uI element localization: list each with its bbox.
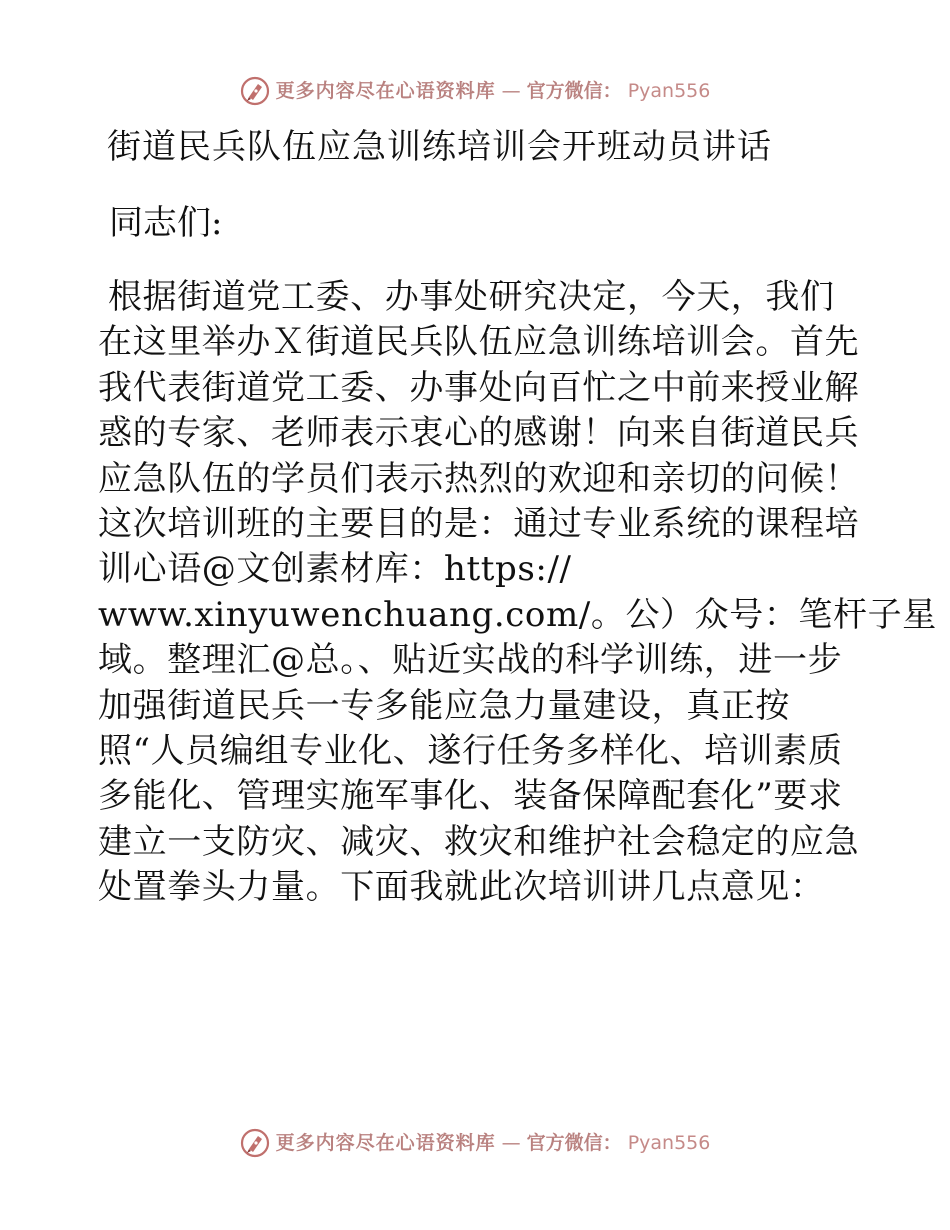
body-line: 建立一支防灾、减灾、救灾和维护社会稳定的应急	[98, 821, 860, 862]
body-line: 训心语@文创素材库：https://	[98, 549, 572, 590]
body-line: 多能化、管理实施军事化、装备保障配套化”要求	[98, 776, 843, 817]
body-line: 处置拳头力量。下面我就此次培训讲几点意见：	[98, 867, 825, 908]
body-line: 照“人员编组专业化、遂行任务多样化、培训素质	[98, 730, 843, 771]
banner-separator: —	[501, 1132, 521, 1154]
body-line: 加强街道民兵一专多能应急力量建设，真正按	[98, 685, 790, 726]
body-line: 根据街道党工委、办事处研究决定，今天，我们	[108, 277, 835, 317]
document-title: 街道民兵队伍应急训练培训会开班动员讲话	[107, 127, 772, 167]
header-watermark-banner	[0, 76, 950, 106]
body-line: 这次培训班的主要目的是：通过专业系统的课程培	[98, 503, 860, 544]
body-line: 惑的专家、老师表示衷心的感谢！向来自街道民兵	[98, 413, 860, 454]
banner-wechat-id: Pyan556	[627, 1132, 711, 1154]
body-paragraph	[98, 275, 937, 910]
salutation: 同志们:	[109, 203, 223, 243]
banner-text: 更多内容尽在心语资料库	[275, 1132, 496, 1154]
body-line: 域。整理汇@总。、贴近实战的科学训练，进一步	[98, 640, 843, 681]
body-line: www.xinyuwenchuang.com/。公）众号：笔杆子星	[98, 594, 937, 635]
footer-watermark-banner	[0, 1128, 950, 1158]
banner-wechat-label: 官方微信：	[526, 80, 622, 102]
pen-nib-logo-icon	[240, 76, 270, 106]
body-line: 我代表街道党工委、办事处向百忙之中前来授业解	[98, 367, 860, 408]
body-line: 应急队伍的学员们表示热烈的欢迎和亲切的问候！	[98, 458, 860, 499]
pen-nib-logo-icon	[240, 1128, 270, 1158]
banner-wechat-id: Pyan556	[627, 80, 711, 102]
body-line: 在这里举办Ｘ街道民兵队伍应急训练培训会。首先	[98, 322, 860, 363]
banner-text: 更多内容尽在心语资料库	[275, 80, 496, 102]
banner-wechat-label: 官方微信：	[526, 1132, 622, 1154]
banner-separator: —	[501, 80, 521, 102]
